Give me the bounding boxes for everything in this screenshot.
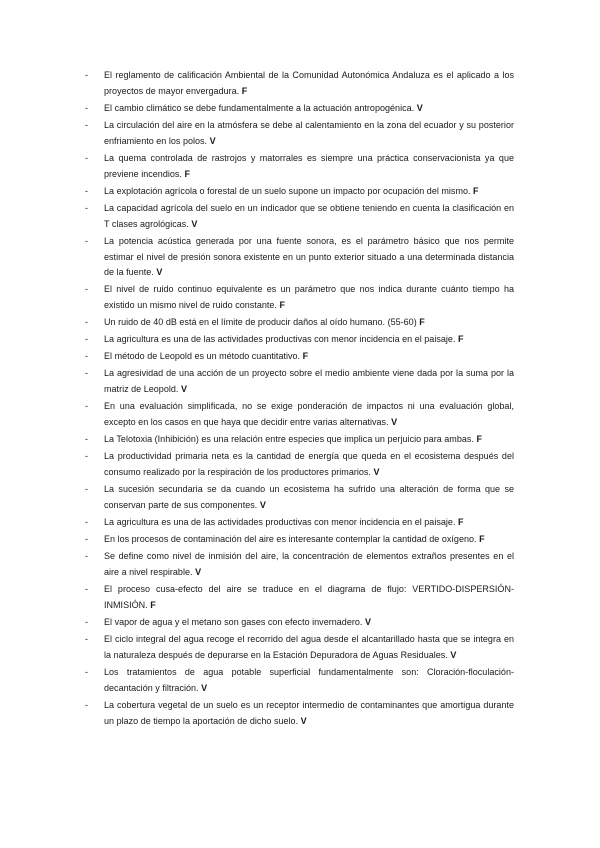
statement-text: El vapor de agua y el metano son gases con efecto invernadero. [104,616,363,627]
bullet-dash: - [85,583,89,594]
list-item [0,432,600,448]
answer-label: V [300,715,307,726]
statement-text: La cobertura vegetal de un suelo es un receptor intermedio de contaminantes que amortigua durante un plazo de tiempo la aportación de dicho suelo. [104,699,514,726]
statement-text: En los procesos de contaminación del aire es interesante contemplar la cantidad de oxígeno. [104,533,477,544]
statement-text: La Telotoxia (Inhibición) es una relación entre especies que implica un perjuicio para ambas. [104,434,474,445]
bullet-dash: - [85,484,89,495]
bullet-dash: - [85,550,89,561]
answer-label: F [241,85,248,96]
answer-label: F [473,185,479,196]
statement-text: La productividad primaria neta es la cantidad de energía que queda en el ecosistema después del consumo realizado por la respiración de los productores primarios. [104,451,514,478]
answer-label: V [156,267,163,278]
bullet-dash: - [85,368,89,379]
list-item [0,665,600,697]
list-item [0,532,600,548]
answer-label: V [195,566,202,577]
list-item [0,615,600,631]
statement-text: La agresividad de una acción de un proyecto sobre el medio ambiente viene dada por la suma por la matriz de Leopold. [104,368,514,395]
bullet-dash: - [85,351,89,362]
list-item [0,201,600,233]
list-item [0,332,600,348]
list-item [0,449,600,481]
answer-label: V [180,384,187,395]
bullet-dash: - [85,70,89,80]
statement-text: La explotación agrícola o forestal de un suelo supone un impacto por ocupación del mismo. [104,185,471,196]
answer-label: F [279,300,286,311]
statement-text: La capacidad agrícola del suelo en un indicador que se obtiene teniendo en cuenta la clasificación en T clases agrológicas. [104,202,514,229]
bullet-dash: - [85,533,89,544]
list-item [0,282,600,314]
bullet-dash: - [85,401,89,412]
list-item [0,582,600,614]
answer-label: V [416,102,423,113]
answer-label: V [391,417,398,428]
bullet-dash: - [85,699,89,710]
bullet-dash: - [85,102,89,113]
bullet-dash: - [85,119,89,130]
list-item [0,482,600,514]
statement-text: La sucesión secundaria se da cuando un ecosistema ha sufrido una alteración de forma que se conservan parte de sus componentes. [104,484,514,510]
statement-text: La circulación del aire en la atmósfera se debe al calentamiento en la zona del ecuador y su posterior enfriamiento en los polos. [104,119,514,146]
list-item [0,118,600,150]
bullet-dash: - [85,235,89,246]
bullet-dash: - [85,334,89,345]
statement-text: La agricultura es una de las actividades productivas con menor incidencia en el paisaje. [104,516,456,527]
list-item [0,68,600,100]
bullet-dash: - [85,633,89,644]
answer-label: F [150,599,156,610]
statement-text: La potencia acústica generada por una fuente sonora, es el parámetro básico que nos permite estimar el nivel de presión sonora existente en un punto exterior situado a una determinada distancia de la fuente. [104,235,514,278]
list-item [0,349,600,365]
answer-label: V [259,499,266,510]
answer-label: V [450,649,457,660]
statement-text: La agricultura es una de las actividades productivas con menor incidencia en el paisaje. [104,334,456,345]
list-item [0,315,600,331]
bullet-dash: - [85,616,89,627]
answer-label: V [373,467,380,478]
list-item [0,632,600,664]
bullet-dash: - [85,202,89,213]
answer-label: V [201,682,208,693]
answer-label: V [209,135,216,146]
answer-label: F [476,434,482,445]
answer-label: F [458,334,464,345]
statement-text: El ciclo integral del agua recoge el recorrido del agua desde el alcantarillado hasta que se integra en la naturaleza después de depurarse en la Estación Depuradora de Aguas Residuales. [104,633,514,660]
bullet-dash: - [85,666,89,677]
statement-text: El proceso cusa-efecto del aire se traduce en el diagrama de flujo: VERTIDO-DISPERSIÓN-INMISIÓN. [104,583,514,610]
answer-label: V [364,616,371,627]
answer-label: F [302,351,309,362]
answer-label: F [479,533,485,544]
list-item [0,549,600,581]
statement-text: El método de Leopold es un método cuantitativo. [104,351,301,362]
statement-text: El nivel de ruido continuo equivalente es un parámetro que nos indica durante cuánto tiempo ha existido un mismo nivel de ruido constante. [104,284,514,311]
statement-text: Los tratamientos de agua potable superficial fundamentalmente son: Cloración-floculación-decantación y filtración. [104,666,514,693]
list-item [0,101,600,117]
list-item [0,399,600,431]
statement-text: En una evaluación simplificada, no se exige ponderación de impactos ni una evaluación global, excepto en los casos en que haya que decidir entre varias alternativas. [104,401,514,428]
list-item [0,234,600,282]
answer-label: F [419,317,425,328]
statement-text: Se define como nivel de inmisión del aire, la concentración de elementos extraños presentes en el aire a nivel respirable. [104,550,514,577]
statement-text: La quema controlada de rastrojos y matorrales es siempre una práctica conservacionista ya que previene incendios. [104,152,514,179]
bullet-dash: - [85,451,89,462]
list-item [0,698,600,730]
list-item [0,515,600,531]
list-item [0,151,600,183]
list-item [0,184,600,200]
statement-list [0,68,600,729]
document-page [0,68,600,731]
bullet-dash: - [85,152,89,163]
answer-label: V [191,218,198,229]
bullet-dash: - [85,434,89,445]
bullet-dash: - [85,185,89,196]
bullet-dash: - [85,284,89,295]
list-item [0,366,600,398]
statement-text: Un ruido de 40 dB está en el límite de producir daños al oído humano. (55-60) [104,317,417,328]
answer-label: F [184,168,190,179]
statement-text: El reglamento de calificación Ambiental de la Comunidad Autonómica Andaluza es el aplicado a los proyectos de mayor envergadura. [104,70,514,96]
statement-text: El cambio climático se debe fundamentalmente a la actuación antropogénica. [104,102,415,113]
bullet-dash: - [85,317,89,328]
answer-label: F [458,516,464,527]
bullet-dash: - [85,516,89,527]
